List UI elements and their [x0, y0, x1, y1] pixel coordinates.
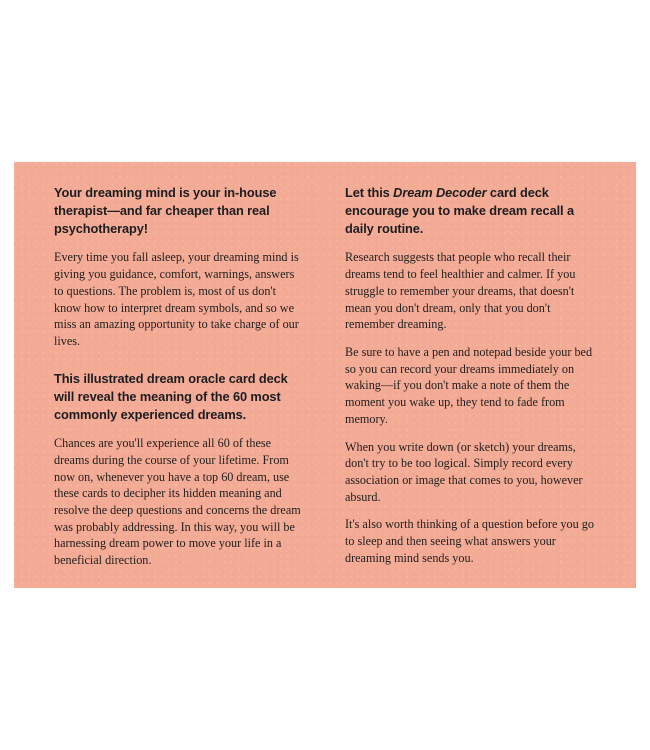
left-paragraph-2: Chances are you'll experience all 60 of these dreams during the course of your lifetime. From now on, whenever you have a top 60 dream, use these cards to decipher its hidden meaning and resolve the deep questions and concerns the dream was probably addressing. In this way, you will be harnessing dream power to move your life in a beneficial direction.: [54, 436, 301, 568]
left-heading-2: This illustrated dream oracle card deck will reveal the meaning of the 60 most commonly experienced dreams.: [54, 370, 288, 422]
right-heading-1-suffix: card deck encourage you to make dream recall a daily routine.: [345, 185, 574, 237]
left-heading-1: Your dreaming mind is your in-house therapist—and far cheaper than real psychotherapy!: [54, 185, 277, 237]
product-back-cover-card: [14, 162, 636, 588]
left-column: [54, 184, 305, 569]
left-paragraph-1: Every time you fall asleep, your dreaming mind is giving you guidance, comfort, warnings, answers to questions. The problem is, most of us don't know how to interpret dream symbols, and so we miss an amazing opportunity to take charge of our lives.: [54, 250, 299, 348]
right-paragraph-2: Be sure to have a pen and notepad beside your bed so you can record your dreams immediately on waking—if you don't make a note of them the moment you wake up, they tend to fade from memory.: [345, 344, 593, 426]
text-columns: [54, 184, 596, 569]
right-column: [345, 184, 596, 569]
right-paragraph-1: Research suggests that people who recall their dreams tend to feel healthier and calmer. If you struggle to remember your dreams, that doesn't mean you don't dream, only that you don't remember dreaming.: [345, 250, 576, 332]
right-paragraph-4: It's also worth thinking of a question before you go to sleep and then seeing what answers your dreaming mind sends you.: [345, 517, 594, 565]
right-heading-1-prefix: Let this: [345, 185, 394, 200]
right-paragraph-3: When you write down (or sketch) your dreams, don't try to be too logical. Simply record every association or image that comes to you, however absurd.: [345, 439, 583, 504]
right-heading-1-title: Dream Decoder: [393, 185, 487, 200]
right-heading-1: [345, 184, 596, 238]
